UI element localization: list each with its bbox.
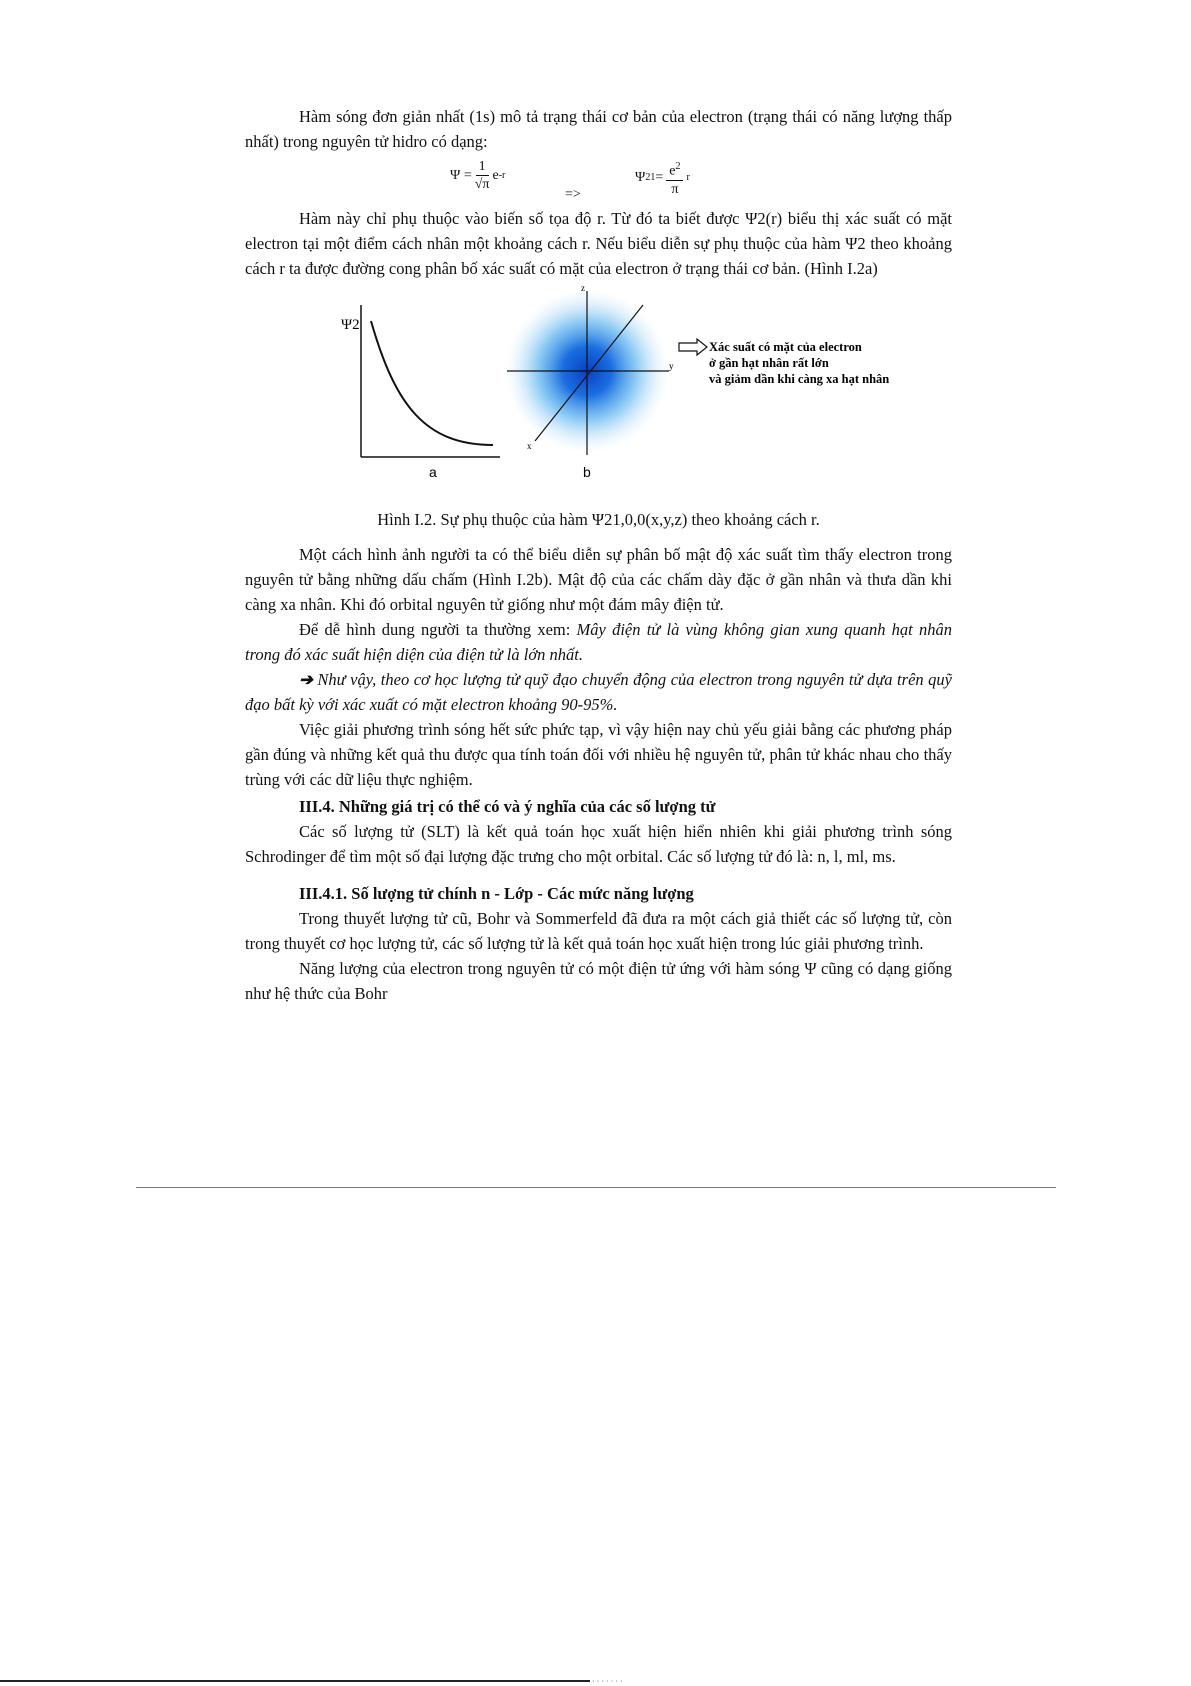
paragraph-7: Các số lượng tử (SLT) là kết quả toán học xuất hiện hiển nhiên khi giải phương trình sóng Schrodinger để tìm một số đại lượng đặc trưng cho một orbital. Các số lượng tử đó là: n, l, ml, ms. — [245, 822, 952, 866]
eq2-num-sup: 2 — [675, 161, 681, 172]
eq1-lhs: Ψ = — [450, 168, 472, 183]
figure-caption: Hình I.2. Sự phụ thuộc của hàm Ψ21,0,0(x,y,z) theo khoảng cách r. — [377, 510, 820, 529]
eq2-fraction — [666, 158, 683, 198]
implies-arrow-text: => — [565, 187, 581, 202]
eq2-sup: 2 — [645, 172, 651, 184]
p4-italic: Mây điện tử là vùng không gian xung quanh hạt nhân trong đó xác suất hiện diện của điện tử là lớn nhất. — [245, 620, 952, 664]
graph-a-y-label: Ψ2 — [341, 317, 360, 333]
label-b: b — [583, 464, 591, 480]
heading-iii-4-1: III.4.1. Số lượng tử chính n - Lớp - Các mức năng lượng — [299, 884, 694, 903]
paragraph-9: Năng lượng của electron trong nguyên tử có một điện tử ứng với hàm sóng Ψ cũng có dạng giống như hệ thức của Bohr — [245, 959, 952, 1003]
implies-arrow — [565, 182, 581, 207]
equation-psi-squared — [635, 158, 690, 198]
eq1-fraction — [475, 158, 490, 193]
equation-psi — [450, 158, 505, 193]
label-a: a — [429, 464, 437, 480]
note-line-2: ở gần hạt nhân rất lớn — [709, 356, 829, 370]
eq1-denominator: √π — [474, 177, 490, 192]
eq1-exp: e — [492, 168, 499, 183]
figure-i2 — [245, 285, 952, 503]
paragraph-8: Trong thuyết lượng tử cũ, Bohr và Sommerfeld đã đưa ra một cách giả thiết các số lượng tử, còn trong thuyết cơ học lượng tử, các số lượng tử là kết quả toán học xuất hiện trong lúc giải phương trình. — [245, 909, 952, 953]
probability-curve — [371, 321, 493, 445]
paragraph-5 — [245, 667, 952, 717]
eq2-eq: = — [655, 170, 664, 186]
right-arrow-icon: ➔ — [299, 670, 313, 689]
eq2-numerator — [666, 158, 683, 181]
eq2-denominator: π — [671, 181, 679, 197]
paragraph-2: Hàm này chỉ phụ thuộc vào biến số tọa độ r. Từ đó ta biết được Ψ2(r) biểu thị xác suất có mặt electron tại một điểm cách nhân một khoảng cách r. Nếu biểu diễn sự phụ thuộc của hàm Ψ2 theo khoảng cách r ta được đường cong phân bố xác suất có mặt của electron ở trạng thái cơ bản. (Hình I.2a) — [245, 209, 952, 278]
p5-text: Như vậy, theo cơ học lượng tử quỹ đạo chuyển động của electron trong nguyên tử dựa trên quỹ đạo bất kỳ với xác xuất có mặt electron khoảng 90-95%. — [245, 670, 952, 714]
footer-mark: · · · · · · · — [592, 1677, 623, 1686]
paragraph-3: Một cách hình ảnh người ta có thể biểu diễn sự phân bố mật độ xác suất tìm thấy electron trong nguyên tử bằng những dấu chấm (Hình I.2b). Mật độ của các chấm dày đặc ở gần nhân và thưa dần khi càng xa nhân. Khi đó orbital nguyên tử giống như một đám mây điện tử. — [245, 545, 952, 614]
figure-svg — [245, 285, 952, 503]
eq2-num-text: e — [669, 163, 676, 179]
eq1-sup: -r — [498, 170, 506, 181]
eq2-mid: 1 — [650, 172, 656, 184]
eq2-r: r — [686, 172, 690, 184]
axis-z-label: z — [581, 285, 585, 293]
note-line-1: Xác suất có mặt của electron — [709, 340, 862, 354]
paragraph-4 — [245, 617, 952, 667]
page-content — [245, 104, 952, 1006]
axis-y-label: y — [669, 361, 674, 371]
bottom-edge-line — [0, 1680, 590, 1682]
paragraph-6: Việc giải phương trình sóng hết sức phức tạp, vì vậy hiện nay chủ yếu giải bằng các phương pháp gần đúng và những kết quả thu được qua tính toán đối với nhiều hệ nguyên tử, phân tử khác nhau cho thấy trùng với các dữ liệu thực nghiệm. — [245, 720, 952, 789]
heading-iii-4: III.4. Những giá trị có thể có và ý nghĩa của các số lượng tử — [299, 797, 716, 816]
equation-row — [245, 154, 952, 206]
outline-arrow-icon — [679, 339, 707, 355]
p4-normal: Để dễ hình dung người ta thường xem: — [299, 620, 577, 639]
spacer — [245, 869, 952, 881]
axis-x-label: x — [527, 441, 532, 451]
eq2-lhs: Ψ — [635, 170, 646, 186]
page-divider — [136, 1187, 1056, 1188]
note-line-3: và giảm dần khi càng xa hạt nhân — [709, 372, 890, 386]
paragraph-1: Hàm sóng đơn giản nhất (1s) mô tả trạng thái cơ bản của electron (trạng thái có năng lượng thấp nhất) trong nguyên tử hidro có dạng: — [245, 107, 952, 151]
eq1-numerator: 1 — [476, 158, 489, 176]
